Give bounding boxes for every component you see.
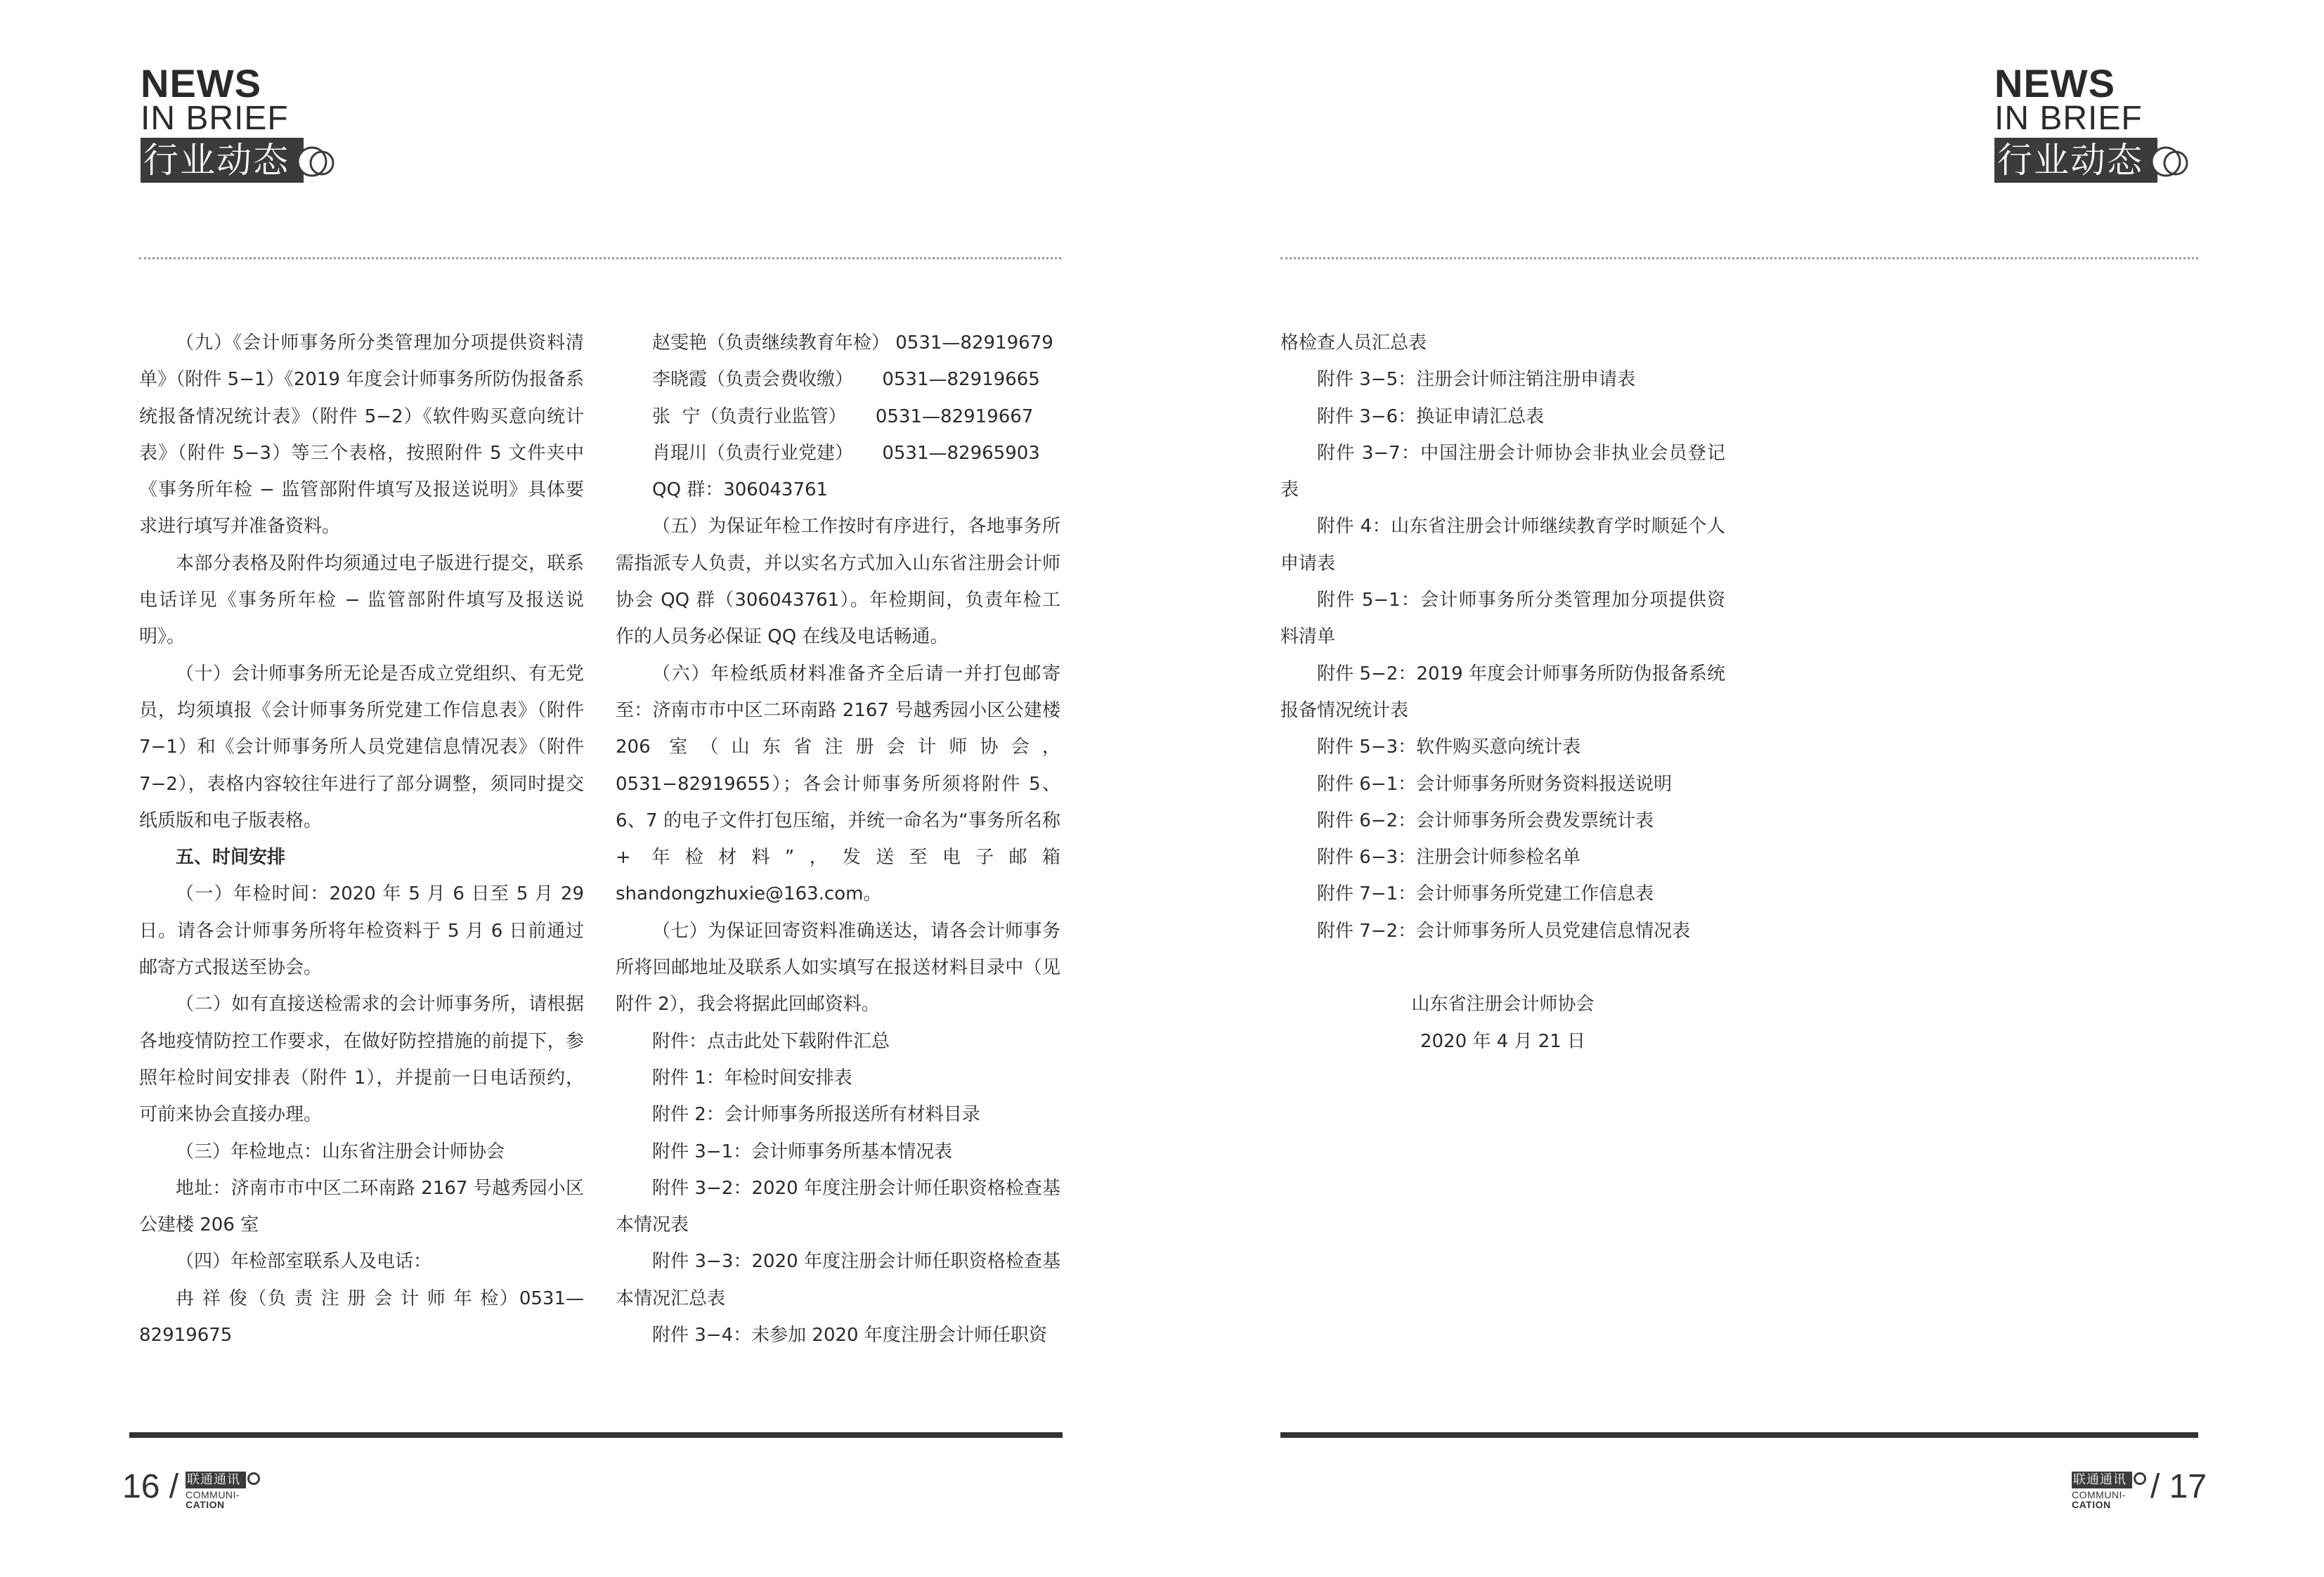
attachment-item: 附件 5−2：2019 年度会计师事务所防伪报备系统报备情况统计表 [1280, 663, 1725, 721]
attachment-item: 附件 5−3：软件购买意向统计表 [1317, 736, 1581, 758]
attachment-item: 附件 7−1：会计师事务所党建工作信息表 [1317, 883, 1654, 905]
contact-line: 赵雯艳（负责继续教育年检） 0531—82919679 [652, 332, 1053, 353]
attachment-item: 附件 1：年检时间安排表 [652, 1067, 852, 1089]
paragraph-item-9: （九）《会计师事务所分类管理加分项提供资料清单》（附件 5−1）《2019 年度会计师事务所防伪报备系统报备情况统计表》（附件 5−2）《软件购买意向统计表》（附件 5−3）等三个表格，按照附件 5 文件夹中《事务所年检 − 监管部附件填写及报送说明》具体要求进行填写并准备资料。 [139, 332, 584, 538]
logo-en-line1: COMMUNI- [186, 1489, 240, 1500]
attachment-item: 附件 3−3：2020 年度注册会计师任职资格检查基本情况汇总表 [616, 1251, 1060, 1309]
text-column-1 [139, 325, 584, 1354]
paragraph-inspection-location: （三）年检地点：山东省注册会计师协会 [176, 1141, 505, 1162]
header-section-label: 行业动态 [141, 138, 304, 183]
logo-circle-icon [2134, 1472, 2146, 1485]
contact-line: 张 宁（负责行业监管） 0531—82919667 [652, 405, 1034, 427]
header-news-title: NEWS [1994, 61, 2115, 105]
signature-date: 2020 年 4 月 21 日 [1420, 1030, 1586, 1052]
attachment-item: 附件 3−4：未参加 2020 年度注册会计师任职资 [652, 1325, 1047, 1346]
section-heading-schedule: 五、时间安排 [176, 847, 286, 869]
attachment-item: 附件 3−7：中国注册会计师协会非执业会员登记表 [1280, 442, 1725, 501]
paragraph-electronic-submission: 本部分表格及附件均须通过电子版进行提交，联系电话详见《事务所年检 − 监管部附件填写及报送说明》。 [139, 552, 584, 648]
paragraph-address: 地址：济南市市中区二环南路 2167 号越秀园小区公建楼 206 室 [139, 1177, 584, 1236]
attachment-item: 附件 7−2：会计师事务所人员党建信息情况表 [1317, 920, 1691, 942]
logo-cn-text: 联通通讯 [186, 1472, 246, 1488]
attachment-download-link[interactable]: 附件：点击此处下载附件汇总 [652, 1030, 890, 1052]
attachment-item: 附件 4：山东省注册会计师继续教育学时顺延个人申请表 [1280, 516, 1725, 574]
attachment-item: 附件 2：会计师事务所报送所有材料目录 [652, 1104, 980, 1126]
logo-cn-text: 联通通讯 [2072, 1472, 2132, 1488]
paragraph-contact-ran: 冉 祥 俊（负 责 注 册 会 计 师 年 检）0531—82919675 [139, 1287, 584, 1346]
dotted-divider-right [1280, 257, 2198, 259]
attachment-item: 附件 6−2：会计师事务所会费发票统计表 [1317, 810, 1654, 831]
header-left [141, 61, 337, 183]
logo-en-line1: COMMUNI- [2072, 1489, 2127, 1500]
header-section-badge [141, 138, 337, 183]
attachment-item: 附件 3−2：2020 年度注册会计师任职资格检查基本情况表 [616, 1177, 1060, 1236]
header-section-label: 行业动态 [1994, 138, 2157, 183]
magazine-logo-left [186, 1472, 261, 1510]
paragraph-inspection-time: （一）年检时间：2020 年 5 月 6 日至 5 月 29 日。请各会计师事务所将年检资料于 5 月 6 日前通过邮寄方式报送至协会。 [139, 883, 584, 979]
header-right [1994, 61, 2191, 183]
logo-en-line2: CATION [2072, 1499, 2111, 1510]
signature-spacer [1280, 949, 1725, 986]
circles-decoration-icon [297, 142, 336, 181]
magazine-logo-right [2072, 1472, 2148, 1510]
logo-en-line2: CATION [186, 1499, 225, 1510]
footer-rule-left [129, 1432, 1063, 1438]
paragraph-item-10: （十）会计师事务所无论是否成立党组织、有无党员，均须填报《会计师事务所党建工作信息表》（附件 7−1）和《会计师事务所人员党建信息情况表》（附件 7−2），表格内容较往年进行了部分调整，须同时提交纸质版和电子版表格。 [139, 663, 584, 831]
footer-rule-right [1280, 1432, 2198, 1438]
paragraph-item-6: （六）年检纸质材料准备齐全后请一并打包邮寄至：济南市市中区二环南路 2167 号越秀园小区公建楼 206 室（山东省注册会计师协会，0531−82919655）；各会计师事务所须将附件 5、6、7 的电子文件打包压缩，并统一命名为“事务所名称 + 年检材料”，发送至电子邮箱 shandongzhuxie@163.com。 [616, 663, 1060, 905]
text-column-3 [1280, 325, 1725, 1060]
paragraph-item-5: （五）为保证年检工作按时有序进行，各地事务所需指派专人负责，并以实名方式加入山东省注册会计师协会 QQ 群（306043761）。年检期间，负责年检工作的人员务必保证 QQ 在线及电话畅通。 [616, 516, 1060, 648]
attachment-item: 附件 3−5：注册会计师注销注册申请表 [1317, 369, 1636, 391]
circles-decoration-icon [2150, 142, 2190, 181]
header-in-brief: IN BRIEF [141, 100, 289, 137]
contact-line: 李晓霞（负责会费收缴） 0531—82919665 [652, 369, 1040, 391]
attachment-item: 附件 6−3：注册会计师参检名单 [1317, 847, 1581, 869]
logo-circle-icon [247, 1472, 260, 1485]
dotted-divider-left [139, 257, 1061, 259]
text-column-2 [616, 325, 1060, 1354]
page-number-left: 16 / [122, 1468, 179, 1505]
attachment-item: 附件 3−6：换证申请汇总表 [1317, 405, 1545, 427]
attachment-item: 附件 6−1：会计师事务所财务资料报送说明 [1317, 773, 1673, 795]
attachment-continuation: 格检查人员汇总表 [1280, 332, 1427, 353]
qq-group-line: QQ 群：306043761 [652, 479, 829, 501]
header-section-badge [1994, 138, 2191, 183]
header-news-title: NEWS [141, 61, 261, 105]
attachment-item: 附件 5−1：会计师事务所分类管理加分项提供资料清单 [1280, 590, 1725, 648]
attachment-item: 附件 3−1：会计师事务所基本情况表 [652, 1141, 953, 1162]
header-in-brief: IN BRIEF [1994, 100, 2143, 137]
signature-organization: 山东省注册会计师协会 [1411, 994, 1595, 1015]
paragraph-item-7: （七）为保证回寄资料准确送达，请各会计师事务所将回邮地址及联系人如实填写在报送材料目录中（见附件 2），我会将据此回邮资料。 [616, 920, 1060, 1015]
paragraph-contacts-heading: （四）年检部室联系人及电话： [176, 1251, 432, 1273]
page-number-right: / 17 [2150, 1468, 2207, 1505]
contact-line: 肖琨川（负责行业党建） 0531—82965903 [652, 442, 1040, 464]
paragraph-direct-submission: （二）如有直接送检需求的会计师事务所，请根据各地疫情防控工作要求，在做好防控措施的前提下，参照年检时间安排表（附件 1），并提前一日电话预约，可前来协会直接办理。 [139, 994, 584, 1126]
